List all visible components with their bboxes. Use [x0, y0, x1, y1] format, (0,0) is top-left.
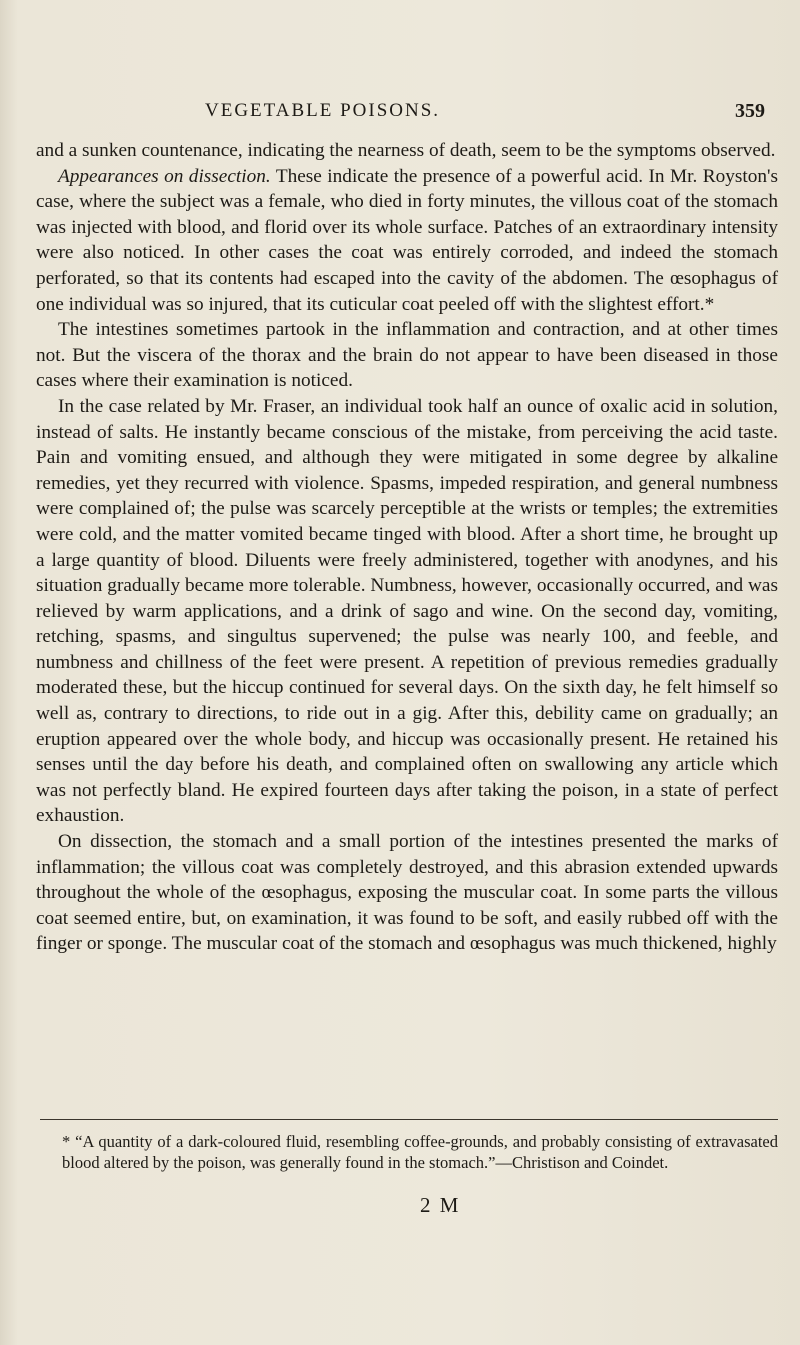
footnote: * “A quantity of a dark-coloured fluid, resembling coffee-grounds, and probably consisting of extravasated blood altered by the poison, was generally found in the stomach.”—Christison and Coindet. [62, 1132, 778, 1172]
paragraph-2-lead: Appearances on dissection. [58, 165, 271, 187]
page-number: 359 [735, 100, 765, 122]
page-header [0, 100, 800, 130]
paragraph-4-text: In the case related by Mr. Fraser, an individual took half an ounce of oxalic acid in solution, instead of salts. He instantly became conscious of the mistake, from perceiving the acid taste. Pain and vomiting ensued, and although they were mitigated in some degree by alkaline remedies, yet they recurred with violence. Spasms, impeded respiration, and general numbness were complained of; the pulse was scarcely perceptible at the wrists or temples; the extremities were cold, and the matter vomited became tinged with blood. After a short time, he brought up a large quantity of blood. Diluents were freely administered, together with anodynes, and his situation gradually became more tolerable. Numbness, however, occasionally occurred, and was relieved by warm applications, and a drink of sago and wine. On the second day, vomiting, retching, spasms, and singultus supervened; the pulse was nearly 100, and feeble, and numbness and chillness of the feet were present. A repetition of previous remedies gradually moderated these, but the hiccup continued for several days. On the sixth day, he felt himself so well as, contrary to directions, to ride out in a gig. After this, debility came on gradually; an eruption appeared over the whole body, and hiccup was occasionally present. He retained his senses until the day before his death, and complained often on swallowing any article which was not perfectly bland. He expired fourteen days after taking the poison, in a state of perfect exhaustion. [36, 395, 778, 827]
paragraph-4 [36, 394, 778, 829]
body-text [36, 138, 778, 957]
signature-mark: 2 M [420, 1193, 461, 1217]
paragraph-1-text: and a sunken countenance, indicating the nearness of death, seem to be the symptoms observed. [36, 140, 776, 161]
paragraph-2-text: These indicate the presence of a powerful acid. In Mr. Royston's case, where the subject was a female, who died in forty minutes, the villous coat of the stomach was injected with blood, and florid over its whole surface. Patches of an extraordinary intensity were also noticed. In other cases the coat was entirely corroded, and indeed the stomach perforated, so that its contents had escaped into the cavity of the abdomen. The œsophagus of one individual was so injured, that its cuticular coat peeled off with the slightest effort.* [36, 165, 778, 315]
running-head: VEGETABLE POISONS. [205, 100, 441, 121]
paragraph-1 [36, 138, 778, 164]
paragraph-3 [36, 317, 778, 394]
paragraph-2 [36, 164, 778, 318]
footnote-rule [40, 1119, 778, 1120]
paragraph-5 [36, 829, 778, 957]
paragraph-3-text: The intestines sometimes partook in the inflammation and contraction, and at other times not. But the viscera of the thorax and the brain do not appear to have been diseased in those cases where their examination is noticed. [36, 319, 778, 392]
paragraph-5-text: On dissection, the stomach and a small portion of the intestines presented the marks of inflammation; the villous coat was completely destroyed, and this abrasion extended upwards throughout the whole of the œsophagus, exposing the muscular coat. In some parts the villous coat seemed entire, but, on examination, it was found to be soft, and easily rubbed off with the finger or sponge. The muscular coat of the stomach and œsophagus was much thickened, highly [36, 831, 778, 955]
